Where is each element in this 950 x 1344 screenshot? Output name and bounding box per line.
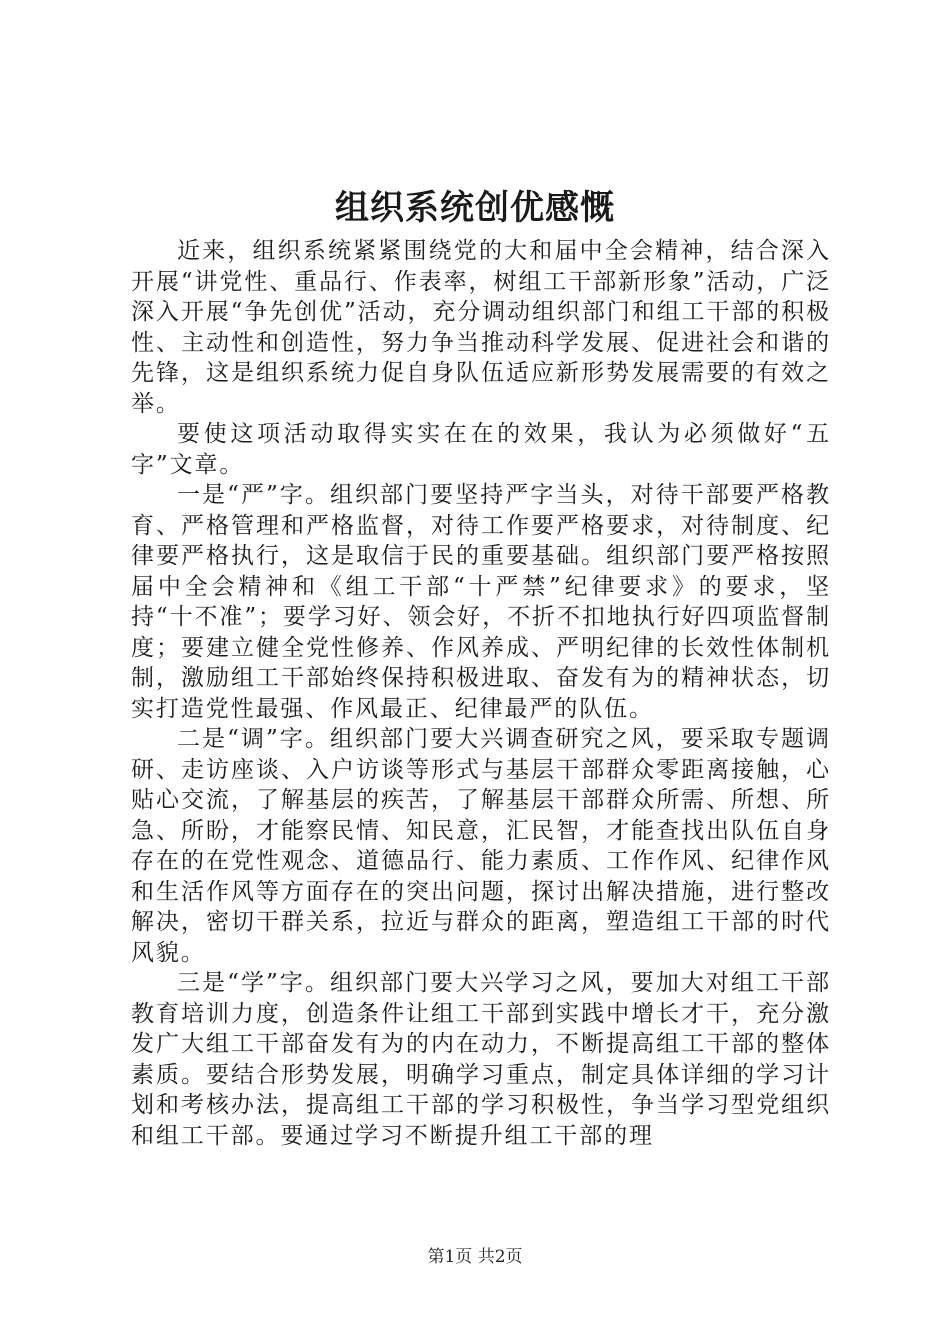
paragraph-study: 三是“学”字。组织部门要大兴学习之风，要加大对组工干部教育培训力度，创造条件让组工干部到实践中增长才干，充分激发广大组工干部奋发有为的内在动力，不断提高组工干部的整体素质。要结合形势发展，明确学习重点，制定具体详细的学习计划和考核办法，提高组工干部的学习积极性，争当学习型党组织和组工干部。要通过学习不断提升组工干部的理 — [131, 970, 831, 1149]
document-title: 组织系统创优感慨 — [335, 188, 615, 228]
paragraph-intro: 近来，组织系统紧紧围绕党的大和届中全会精神，结合深入开展“讲党性、重品行、作表率，树组工干部新形象”活动，广泛深入开展“争先创优”活动，充分调动组织部门和组工干部的积极性、主动性和创造性，努力争当推动科学发展、促进社会和谐的先锋，这是组织系统力促自身队伍适应新形势发展需要的有效之举。 — [131, 238, 831, 417]
document-body — [131, 236, 831, 1151]
paragraph-five-words: 要使这项活动取得实实在在的效果，我认为必须做好“五字”文章。 — [131, 421, 831, 478]
paragraph-strict: 一是“严”字。组织部门要坚持严字当头，对待干部要严格教育、严格管理和严格监督，对待工作要严格要求，对待制度、纪律要严格执行，这是取信于民的重要基础。组织部门要严格按照届中全会精神和《组工干部“十严禁”纪律要求》的要求，坚持“十不准”；要学习好、领会好，不折不扣地执行好四项监督制度；要建立健全党性修养、作风养成、严明纪律的长效性体制机制，激励组工干部始终保持积极进取、奋发有为的精神状态，切实打造党性最强、作风最正、纪律最严的队伍。 — [131, 482, 831, 722]
paragraph-research: 二是“调”字。组织部门要大兴调查研究之风，要采取专题调研、走访座谈、入户访谈等形式与基层干部群众零距离接触，心贴心交流，了解基层的疾苦，了解基层干部群众所需、所想、所急、所盼，才能察民情、知民意，汇民智，才能查找出队伍自身存在的在党性观念、道德品行、能力素质、工作作风、纪律作风和生活作风等方面存在的突出问题，探讨出解决措施，进行整改解决，密切干群关系，拉近与群众的距离，塑造组工干部的时代风貌。 — [131, 726, 831, 966]
page-number: 第1页 共2页 — [427, 1247, 523, 1267]
